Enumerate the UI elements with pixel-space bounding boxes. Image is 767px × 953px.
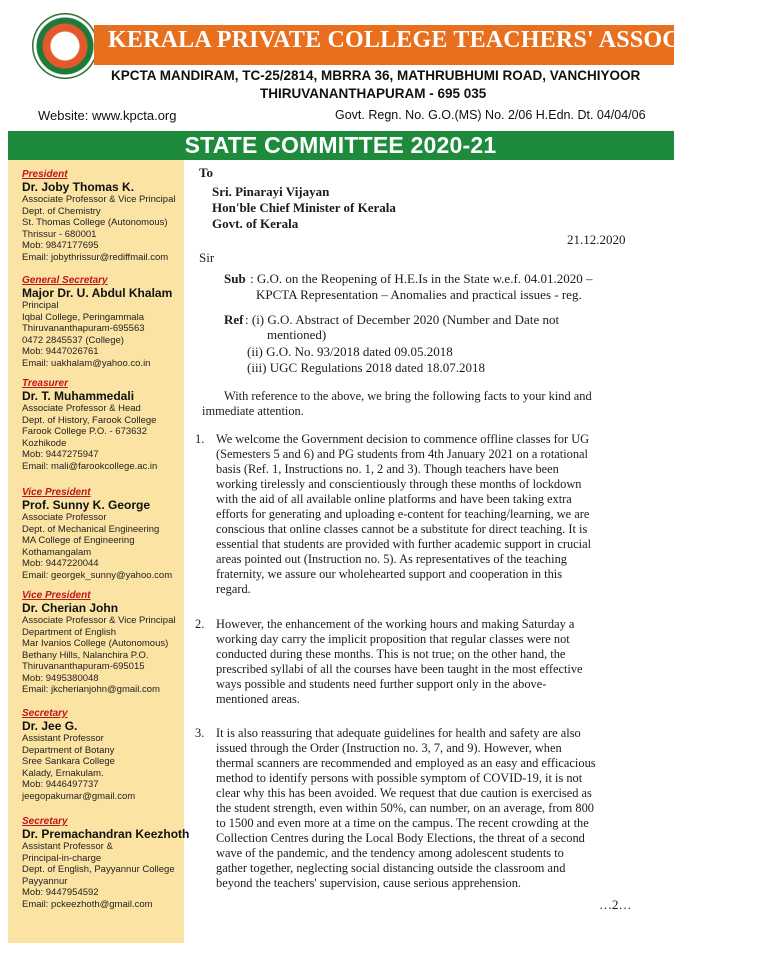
member-detail: Payyannur (22, 875, 68, 887)
member-detail: Sree Sankara College (22, 756, 115, 767)
member-detail: Assistant Professor (22, 733, 104, 744)
member-detail: Assistant Professor & (22, 841, 113, 852)
member-name: Dr. Joby Thomas K. (22, 180, 135, 194)
point-line: thermal scanners are recommended and employed as an easy and efficacious (216, 755, 596, 770)
member-detail: Dept. of Chemistry (22, 205, 101, 217)
member-detail: jeegopakumar@gmail.com (22, 790, 136, 802)
member-detail: Kothamangalam (22, 546, 92, 558)
point-line: ways possible and students need further support only in the above- (216, 676, 547, 691)
member-detail: Bethany Hills, Nalanchira P.O. (22, 649, 149, 661)
committee-member (22, 590, 187, 696)
letter-date: 21.12.2020 (567, 232, 626, 247)
point-line: fraternity, we assure our wholehearted support and cooperation in this (216, 566, 563, 581)
reference-line: (iii) UGC Regulations 2018 dated 18.07.2018 (247, 360, 485, 375)
member-detail: Email: georgek_sunny@yahoo.com (22, 569, 173, 581)
addressee-line: Sri. Pinarayi Vijayan (212, 184, 330, 199)
member-role: Secretary (22, 708, 68, 719)
member-detail: Principal-in-charge (22, 852, 102, 864)
member-detail: Email: mali@farookcollege.ac.in (22, 460, 158, 472)
committee-member (22, 169, 187, 263)
point-line: gather together, neglecting social distancing outside the classroom and (216, 860, 566, 875)
subject-line: KPCTA Representation – Anomalies and practical issues - reg. (256, 287, 582, 302)
member-name: Dr. Premachandran Keezhoth (22, 827, 190, 841)
org-name: KERALA PRIVATE COLLEGE TEACHERS' ASSOCIATION (108, 27, 767, 53)
point-line: We welcome the Government decision to commence offline classes for UG (216, 432, 590, 446)
intro-line: immediate attention. (202, 404, 304, 418)
reference-label: Ref (224, 312, 244, 327)
point-number: 3. (195, 726, 205, 740)
member-detail: Dept. of English, Payyannur College (22, 864, 175, 875)
committee-title: STATE COMMITTEE 2020-21 (184, 132, 497, 158)
point-line: with the aid of all available online platforms and have been taking extra (216, 491, 572, 506)
member-detail: Kozhikode (22, 437, 67, 449)
member-detail: Department of Botany (22, 744, 115, 756)
member-detail: Associate Professor (22, 512, 107, 523)
point-number: 2. (195, 617, 205, 631)
address-line-2: THIRUVANANTHAPURAM - 695 035 (260, 86, 487, 101)
member-detail: Thrissur - 680001 (22, 228, 97, 240)
subject-label: Sub (224, 271, 246, 286)
committee-member (22, 708, 187, 802)
addressee-line: Govt. of Kerala (212, 216, 299, 231)
address-line-1: KPCTA MANDIRAM, TC-25/2814, MBRRA 36, MATHRUBHUMI ROAD, VANCHIYOOR (111, 68, 641, 83)
committee-member (22, 378, 187, 472)
member-detail: Iqbal College, Peringammala (22, 311, 144, 323)
member-detail: Associate Professor & Vice Principal (22, 615, 176, 626)
member-detail: Principal (22, 300, 59, 311)
website-text: Website: www.kpcta.org (38, 108, 177, 123)
point-line: It is also reassuring that adequate guidelines for health and safety are also (216, 726, 581, 740)
point-line: basis (Ref. 1, Instructions no. 1, 2 and 3). Though teachers have been (216, 461, 559, 476)
point-line: prescribed syllabi of all the courses have been taught in the most effective (216, 661, 583, 676)
reference-line: : (i) G.O. Abstract of December 2020 (Number and Date not (245, 312, 560, 327)
point-line: working tirelessly and conscientiously through these months of lockdown (216, 476, 582, 491)
member-name: Major Dr. U. Abdul Khalam (22, 286, 173, 300)
member-detail: Mob: 9495380048 (22, 672, 99, 684)
intro-line: With reference to the above, we bring the following facts to your kind and (224, 389, 592, 403)
addressee-line: Hon'ble Chief Minister of Kerala (212, 200, 396, 215)
point-line: wave of the pandemic, and the tendency among adolescent students to (216, 845, 564, 860)
member-detail: MA College of Engineering (22, 535, 135, 546)
point-line: essential that students are provided with further academic support in crucial (216, 536, 592, 551)
member-detail: Mob: 9447220044 (22, 558, 99, 569)
point-line: mentioned areas. (216, 691, 300, 706)
registration-text: Govt. Regn. No. G.O.(MS) No. 2/06 H.Edn. Dt. 04/04/06 (335, 108, 646, 122)
member-detail: Mob: 9446497737 (22, 779, 99, 790)
member-role: General Secretary (22, 275, 108, 286)
point-number: 1. (195, 432, 205, 446)
member-detail: Farook College P.O. - 673632 (22, 426, 147, 437)
member-detail: Thiruvananthapuram-695563 (22, 323, 145, 334)
member-detail: Department of English (22, 626, 116, 638)
committee-member (22, 816, 190, 910)
member-detail: Associate Professor & Head (22, 403, 141, 414)
point-line: conducted during these months. This is not true; on the other hand, the (216, 646, 566, 661)
member-detail: Email: jobythrissur@rediffmail.com (22, 251, 169, 263)
member-detail: Mar Ivanios College (Autonomous) (22, 638, 169, 649)
member-name: Dr. Cherian John (22, 601, 119, 615)
member-detail: Email: uakhalam@yahoo.co.in (22, 357, 151, 369)
reference-line: mentioned) (267, 327, 327, 342)
member-detail: Thiruvananthapuram-695015 (22, 661, 145, 672)
point-line: the student strength, even within 50%, can number, on an average, from 800 (216, 800, 594, 815)
to-label: To (199, 165, 213, 180)
point-line: beyond the teachers' supervision, cause serious apprehension. (216, 875, 522, 890)
point-line: to 1500 and even more at a time on the campus. The recent crowding at the (216, 815, 589, 830)
member-detail: Email: jkcherianjohn@gmail.com (22, 684, 160, 695)
point-line: efforts for generating and uploading e-content for teaching/learning, we are (216, 506, 590, 521)
point-line: method to identify persons with possible symptom of COVID-19, it is not (216, 770, 583, 785)
point-line: issued through the Order (Instruction no. 3, 7, and 9). However, when (216, 740, 562, 755)
member-role: Secretary (22, 816, 68, 827)
member-role: Vice President (22, 590, 91, 601)
logo-text: KPCTA (53, 42, 77, 50)
member-detail: Dept. of Mechanical Engineering (22, 523, 160, 535)
member-detail: St. Thomas College (Autonomous) (22, 217, 168, 228)
point-line: working day carry the implicit proposition that regular classes were not (216, 631, 570, 646)
salutation: Sir (199, 250, 215, 265)
member-role: President (22, 169, 68, 180)
member-name: Dr. Jee G. (22, 719, 78, 733)
point-line: clear why this has been avoided. We request that due caution is exercised as (216, 785, 592, 800)
subject-line: : G.O. on the Reopening of H.E.Is in the State w.e.f. 04.01.2020 – (250, 271, 593, 286)
member-detail: Dept. of History, Farook College (22, 414, 157, 426)
member-detail: 0472 2845537 (College) (22, 334, 124, 346)
member-name: Prof. Sunny K. George (22, 498, 151, 512)
point-line: regard. (216, 581, 251, 596)
member-detail: Associate Professor & Vice Principal (22, 194, 176, 205)
member-role: Treasurer (22, 378, 68, 389)
member-detail: Email: pckeezhoth@gmail.com (22, 898, 153, 910)
point-line: conscious that online classes cannot be a substitute for direct teaching. It is (216, 521, 588, 536)
member-detail: Kalady, Ernakulam. (22, 767, 104, 779)
member-detail: Mob: 9847177695 (22, 240, 99, 251)
point-line: Collection Centres during the Local Body Elections, the threat of a second (216, 830, 585, 845)
page-continuation: …2… (599, 897, 632, 912)
member-role: Vice President (22, 487, 91, 498)
point-line: However, the enhancement of the working hours and making Saturday a (216, 617, 575, 631)
reference-line: (ii) G.O. No. 93/2018 dated 09.05.2018 (247, 344, 453, 359)
committee-member (22, 275, 187, 369)
point-line: areas pointed out (Instruction no. 5). As representatives of the teaching (216, 551, 567, 566)
member-name: Dr. T. Muhammedali (22, 389, 135, 403)
point-line: (Semesters 5 and 6) and PG students from 4th January 2021 on a rotational (216, 446, 588, 461)
member-detail: Mob: 9447275947 (22, 449, 99, 460)
committee-member (22, 487, 187, 581)
member-detail: Mob: 9447026761 (22, 346, 99, 357)
member-detail: Mob: 9447954592 (22, 887, 99, 898)
kpcta-logo (32, 13, 98, 79)
